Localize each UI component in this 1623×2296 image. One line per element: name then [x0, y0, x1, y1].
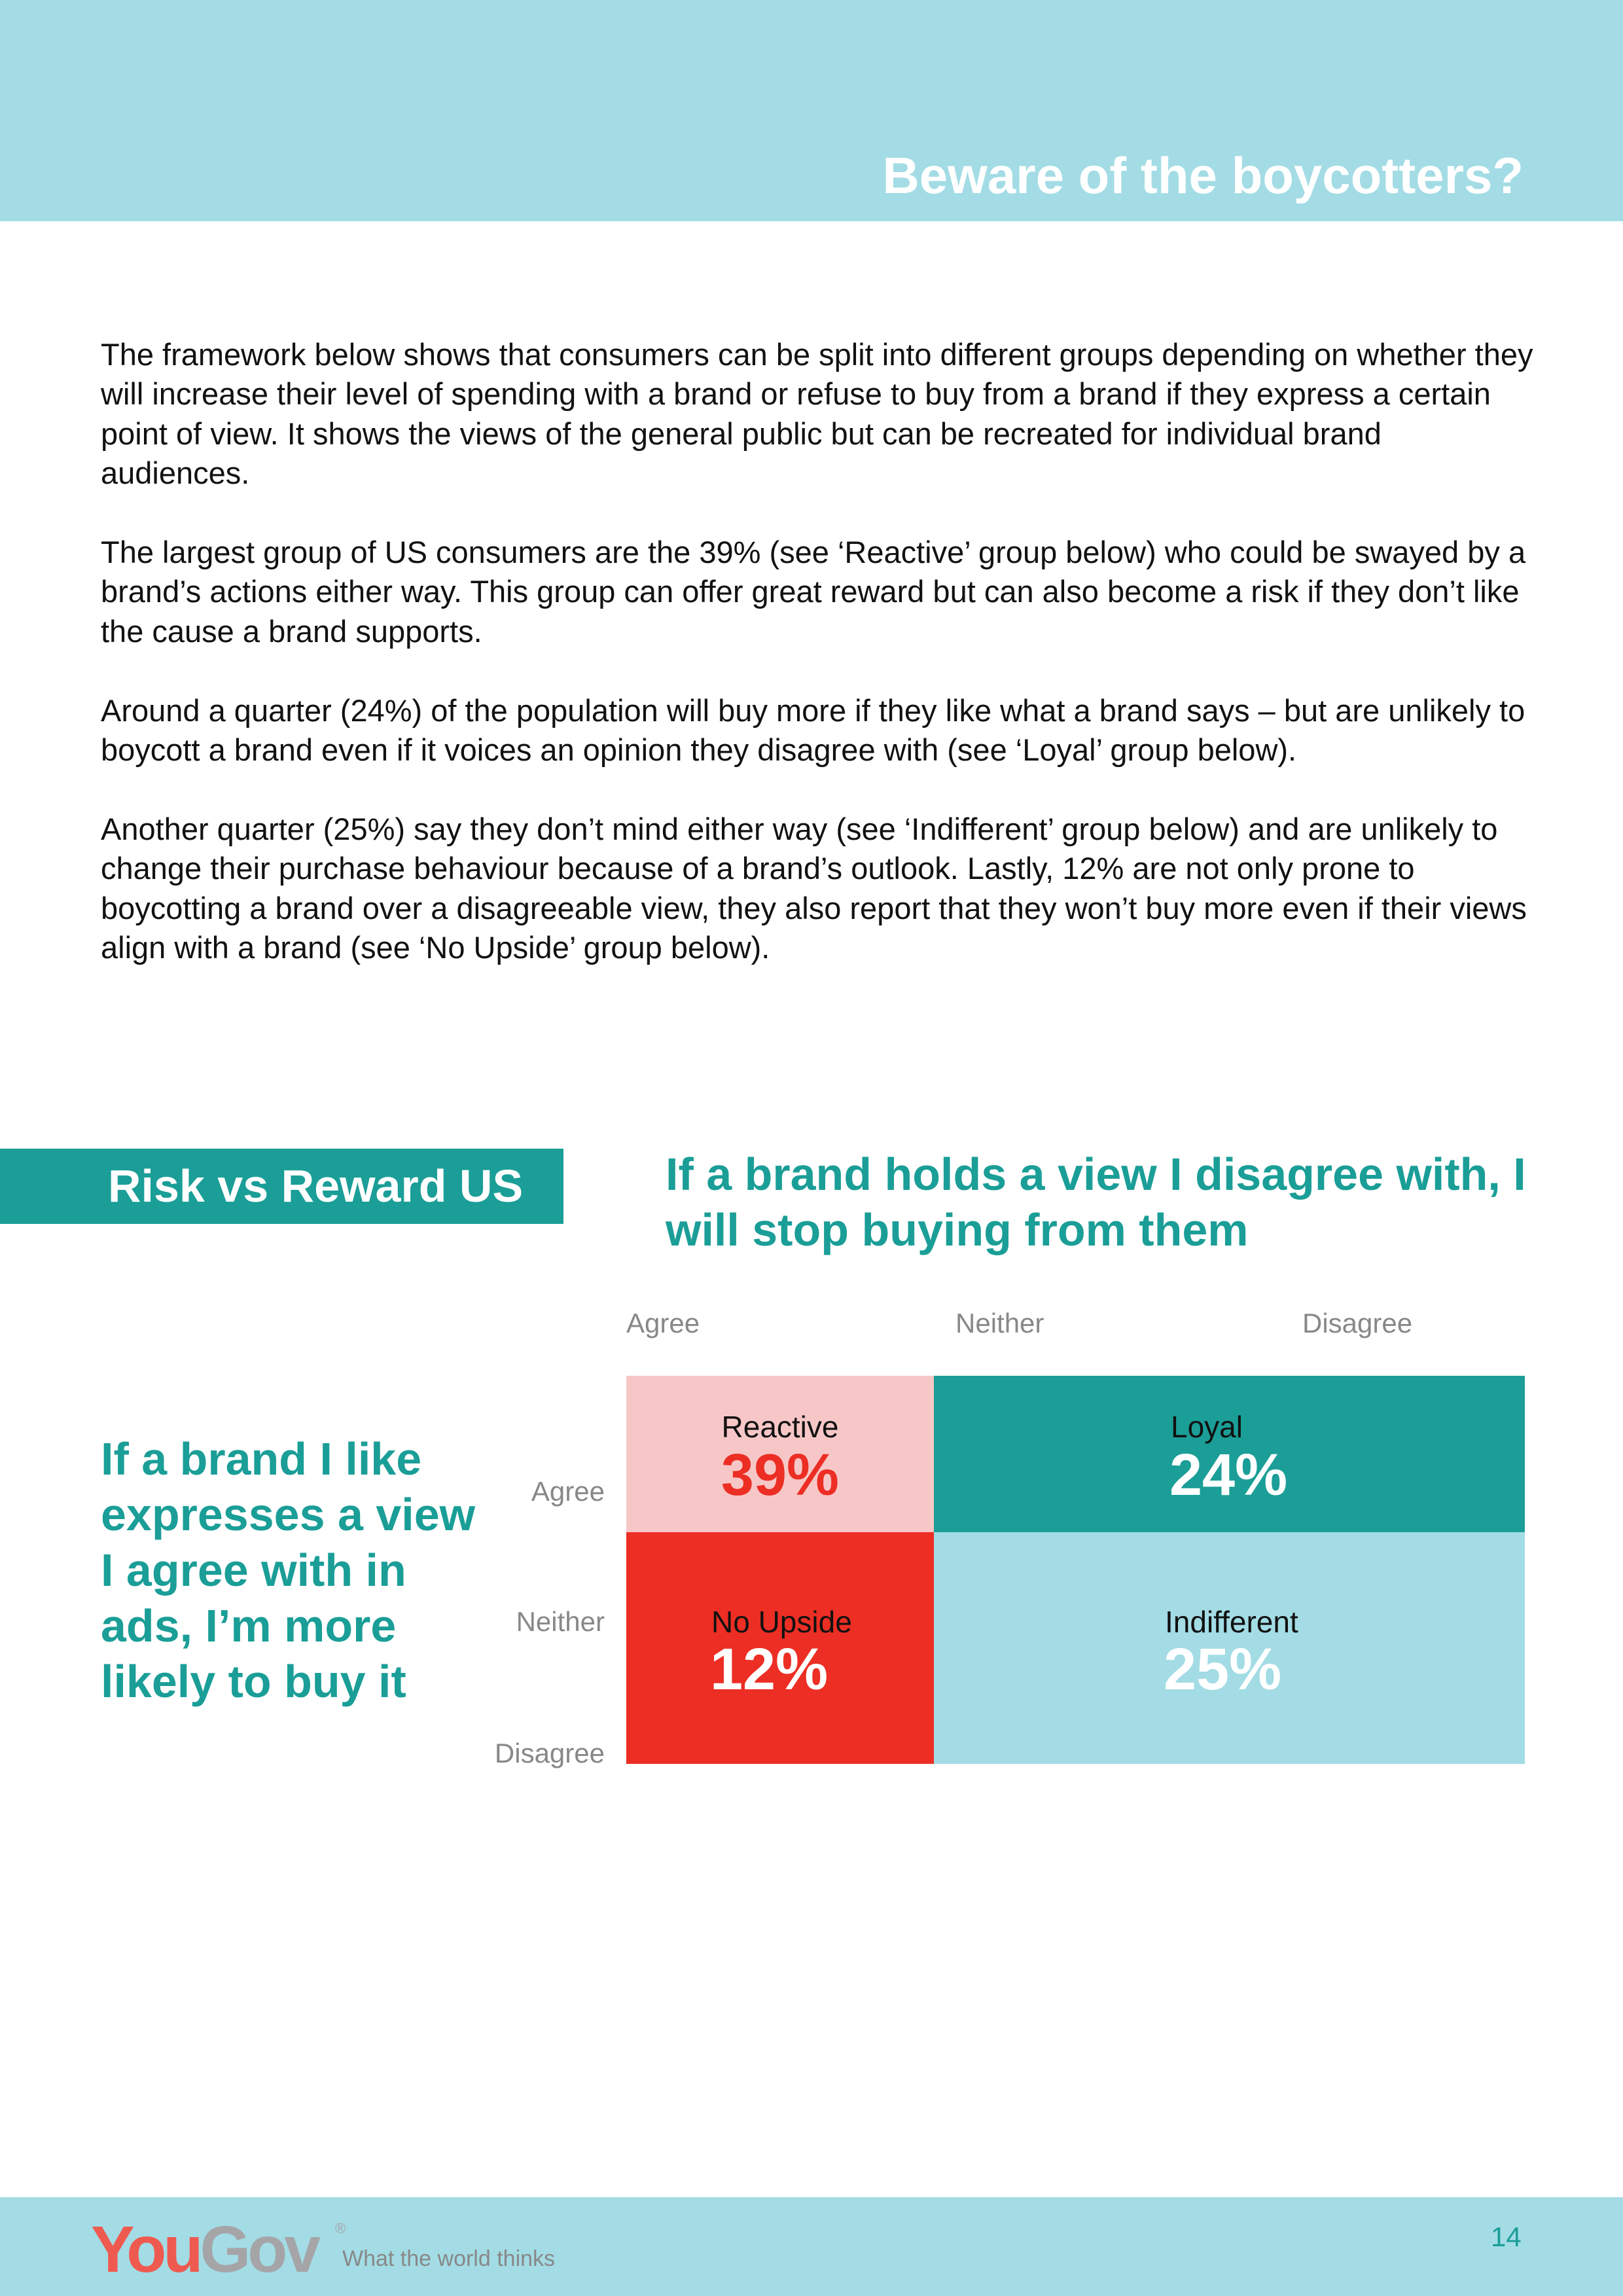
logo-you: You [91, 2213, 200, 2286]
row-question: If a brand I like expresses a view I agree with in ads, I’m more likely to buy it [101, 1433, 476, 1707]
registered-mark: ® [335, 2220, 346, 2236]
section-label: Risk vs Reward US [108, 1160, 524, 1211]
column-question: If a brand holds a view I disagree with, I will stop buying from them [666, 1149, 1526, 1255]
segment-indifferent [934, 1532, 1525, 1764]
segment-value: 24% [1169, 1443, 1288, 1508]
segment-no-upside [626, 1532, 934, 1764]
column-label-agree: Agree [626, 1308, 700, 1338]
logo-gov: Gov [200, 2213, 317, 2286]
paragraph: The framework below shows that consumers can be split into different groups depending on whether they will increase their level of spending with a brand or refuse to buy from a brand if they express a certain point of view. It shows the views of the general public but can be recreated for individual brand audiences. [101, 337, 1533, 491]
column-label-disagree: Disagree [1302, 1308, 1413, 1338]
segment-name: Indifferent [1165, 1605, 1298, 1639]
segment-name: Reactive [721, 1410, 839, 1444]
column-label-neither: Neither [955, 1308, 1044, 1338]
page-number: 14 [1491, 2221, 1522, 2252]
paragraph: Around a quarter (24%) of the population will buy more if they like what a brand says – but are unlikely to boycott a brand even if it voices an opinion they disagree with (see ‘Loyal’ group below). [101, 692, 1525, 768]
paragraph: Another quarter (25%) say they don’t mind either way (see ‘Indifferent’ group below) and are unlikely to change their purchase behaviour because of a brand’s outlook. Lastly, 12% are not only prone to boycotting a brand over a disagreeable view, they also report that they won’t buy more even if their views align with a brand (see ‘No Upside’ group below). [101, 811, 1527, 965]
segment-loyal [934, 1376, 1525, 1532]
row-label-agree: Agree [531, 1476, 605, 1507]
page-title: Beware of the boycotters? [882, 147, 1524, 204]
row-label-neither: Neither [516, 1606, 605, 1637]
segment-name: Loyal [1171, 1410, 1243, 1444]
segment-value: 25% [1164, 1637, 1282, 1702]
body-text [101, 335, 1534, 1007]
paragraph: The largest group of US consumers are the 39% (see ‘Reactive’ group below) who could be swayed by a brand’s actions either way. This group can offer great reward but can also become a risk if they don’t like the cause a brand supports. [101, 535, 1526, 649]
segment-value: 12% [710, 1637, 829, 1702]
yougov-logo [91, 2214, 317, 2286]
segment-value: 39% [721, 1443, 840, 1508]
segment-name: No Upside [711, 1605, 852, 1639]
tagline: What the world thinks [342, 2246, 556, 2271]
segment-reactive [626, 1376, 934, 1532]
row-label-disagree: Disagree [494, 1738, 605, 1768]
